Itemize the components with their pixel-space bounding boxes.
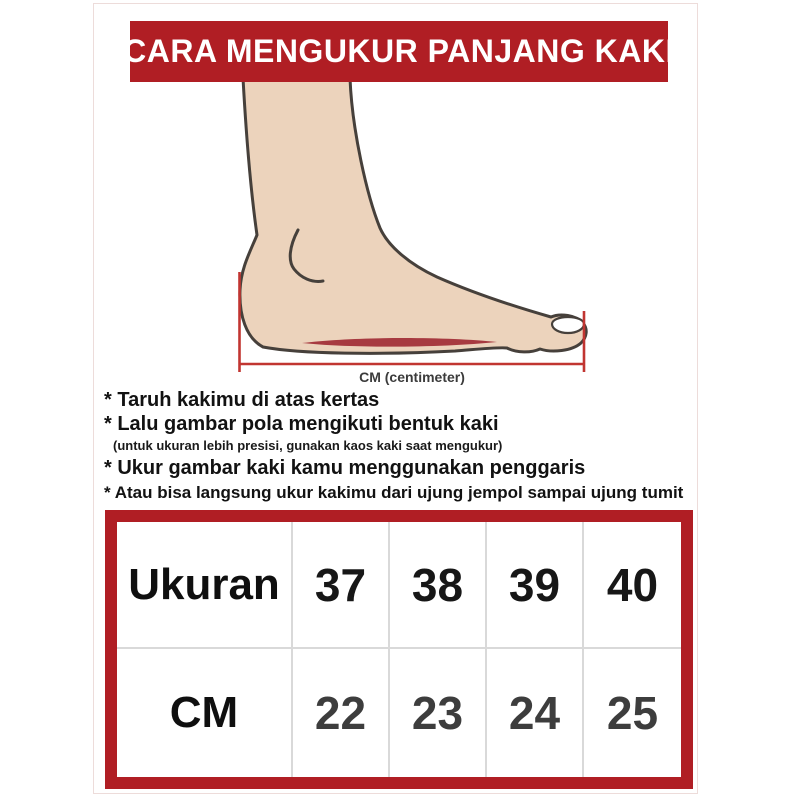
instruction-item: * Taruh kakimu di atas kertas xyxy=(104,389,380,411)
size-value: 40 xyxy=(606,558,659,611)
cm-value: 23 xyxy=(411,687,464,739)
cm-value: 22 xyxy=(314,687,367,739)
cm-cell-23 xyxy=(390,649,487,777)
foot-outline xyxy=(240,78,586,353)
row-header-label: Ukuran xyxy=(128,559,280,609)
instruction-item: * Atau bisa langsung ukur kakimu dari ujung jempol sampai ujung tumit xyxy=(104,483,684,502)
instruction-item: * Lalu gambar pola mengikuti bentuk kaki xyxy=(104,413,499,435)
size-value: 38 xyxy=(411,558,464,611)
cm-value: 24 xyxy=(508,687,561,739)
size-table xyxy=(105,510,693,789)
size-cell-37 xyxy=(293,522,390,649)
instruction-item: * Ukur gambar kaki kamu menggunakan penggaris xyxy=(104,457,586,479)
size-table-row-header-cm xyxy=(117,649,293,777)
cm-value: 25 xyxy=(606,687,659,739)
size-cell-39 xyxy=(487,522,584,649)
row-header-label: CM xyxy=(169,688,239,737)
ruler-caption: CM (centimeter) xyxy=(359,369,465,385)
cm-cell-22 xyxy=(293,649,390,777)
title-banner xyxy=(123,21,675,82)
size-value: 39 xyxy=(508,558,561,611)
page-title: CARA MENGUKUR PANJANG KAKI xyxy=(123,33,675,69)
toenail xyxy=(552,317,584,333)
size-value: 37 xyxy=(314,558,367,611)
size-table-row-header-ukuran xyxy=(117,522,293,649)
cm-cell-25 xyxy=(584,649,681,777)
cm-cell-24 xyxy=(487,649,584,777)
size-cell-38 xyxy=(390,522,487,649)
instruction-note: (untuk ukuran lebih presisi, gunakan kaos kaki saat mengukur) xyxy=(113,438,503,453)
size-cell-40 xyxy=(584,522,681,649)
